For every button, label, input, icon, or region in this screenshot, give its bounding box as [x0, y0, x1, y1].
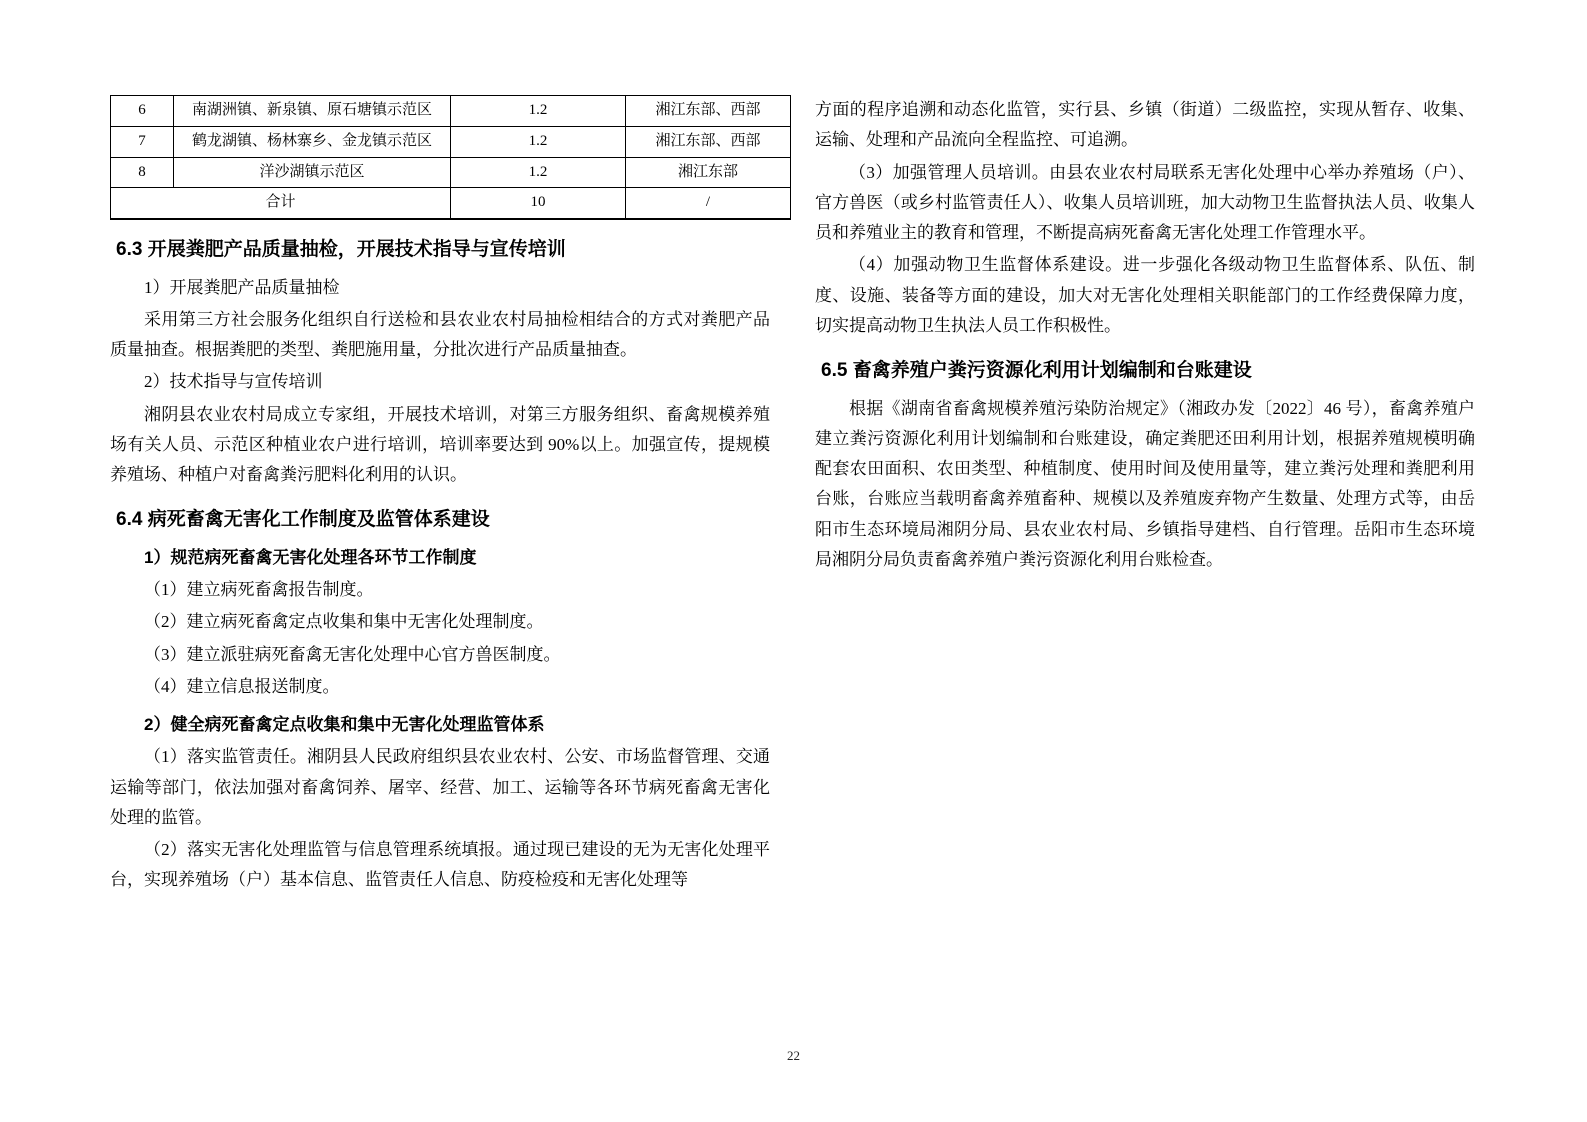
table-cell-num: 1.2 — [451, 157, 626, 188]
continued-paragraph: 方面的程序追溯和动态化监管，实行县、乡镇（街道）二级监控，实现从暂存、收集、运输、处理和产品流向全程监控、可追溯。 — [815, 100, 1475, 150]
table-cell-total-area: / — [626, 188, 791, 219]
subsection-2-paragraph-2: （2）落实无害化处理监管与信息管理系统填报。通过现已建设的无为无害化处理平台，实现养殖场（户）基本信息、监管责任人信息、防疫检疫和无害化处理等 — [110, 840, 770, 890]
table-row — [111, 157, 791, 188]
paragraph-6-5-body: 根据《湖南省畜禽规模养殖污染防治规定》（湘政办发〔2022〕46 号），畜禽养殖户建立粪污资源化利用计划编制和台账建设，确定粪肥还田利用计划，根据养殖规模明确配套农田面积、农田类型、种植制度、使用时间及使用量等，建立粪污处理和粪肥利用台账，台账应当载明畜禽养殖畜种、规模以及养殖废弃物产生数量、处理方式等，由岳阳市生态环境局湘阴分局、县农业农村局、乡镇指导建档、自行管理。岳阳市生态环境局湘阴分局负责畜禽养殖户粪污资源化利用台账检查。 — [815, 398, 1475, 569]
table-cell-area: 湘江东部、西部 — [626, 96, 791, 127]
item-2-body: 湘阴县农业农村局成立专家组，开展技术培训，对第三方服务组织、畜禽规模养殖场有关人员、示范区种植业农户进行培训，培训率要达到 90%以上。加强宣传，提规模养殖场、种植户对畜禽粪污肥料化利用的认识。 — [110, 404, 770, 484]
list-item: （3）建立派驻病死畜禽无害化处理中心官方兽医制度。 — [144, 644, 561, 664]
table-row-total — [111, 188, 791, 219]
item-1-body: 采用第三方社会服务化组织自行送检和县农业农村局抽检相结合的方式对粪肥产品质量抽查。根据粪肥的类型、粪肥施用量，分批次进行产品质量抽查。 — [110, 309, 770, 359]
table-cell-no: 7 — [111, 126, 174, 157]
demonstration-zone-table — [110, 95, 791, 220]
item-2-title: 2）技术指导与宣传培训 — [144, 372, 323, 392]
list-item: （2）建立病死畜禽定点收集和集中无害化处理制度。 — [144, 612, 544, 632]
list-item: （4）建立信息报送制度。 — [144, 676, 340, 696]
table-cell-name: 南湖洲镇、新泉镇、原石塘镇示范区 — [174, 96, 451, 127]
table-cell-area: 湘江东部、西部 — [626, 126, 791, 157]
table-cell-total-num: 10 — [451, 188, 626, 219]
table-cell-total-label: 合计 — [111, 188, 451, 219]
table-cell-name: 洋沙湖镇示范区 — [174, 157, 451, 188]
right-column — [815, 95, 1475, 577]
table-cell-no: 6 — [111, 96, 174, 127]
section-heading-6-4: 6.4 病死畜禽无害化工作制度及监管体系建设 — [116, 509, 490, 531]
page-number: 22 — [787, 1048, 800, 1063]
section-heading-6-3: 6.3 开展粪肥产品质量抽检，开展技术指导与宣传培训 — [116, 239, 566, 260]
table-cell-num: 1.2 — [451, 96, 626, 127]
table-row — [111, 126, 791, 157]
left-column — [110, 95, 770, 898]
list-item: （1）建立病死畜禽报告制度。 — [144, 580, 374, 599]
table-cell-num: 1.2 — [451, 126, 626, 157]
subsection-2-title: 2）健全病死畜禽定点收集和集中无害化处理监管体系 — [144, 715, 545, 734]
table-cell-name: 鹤龙湖镇、杨林寨乡、金龙镇示范区 — [174, 126, 451, 157]
table-cell-no: 8 — [111, 157, 174, 188]
table-row — [111, 96, 791, 127]
paragraph-4: （4）加强动物卫生监督体系建设。进一步强化各级动物卫生监督体系、队伍、制度、设施、装备等方面的建设，加大对无害化处理相关职能部门的工作经费保障力度，切实提高动物卫生执法人员工作积极性。 — [815, 255, 1475, 335]
subsection-2-paragraph-1: （1）落实监管责任。湘阴县人民政府组织县农业农村、公安、市场监督管理、交通运输等部门，依法加强对畜禽饲养、屠宰、经营、加工、运输等各环节病死畜禽无害化处理的监管。 — [110, 747, 770, 827]
item-1-title: 1）开展粪肥产品质量抽检 — [144, 277, 340, 297]
table-cell-area: 湘江东部 — [626, 157, 791, 188]
paragraph-3: （3）加强管理人员培训。由县农业农村局联系无害化处理中心举办养殖场（户）、官方兽医（或乡村监管责任人）、收集人员培训班，加大动物卫生监督执法人员、收集人员和养殖业主的教育和管理，不断提高病死畜禽无害化处理工作管理水平。 — [815, 162, 1475, 242]
subsection-1-title: 1）规范病死畜禽无害化处理各环节工作制度 — [144, 547, 477, 567]
section-heading-6-5: 6.5 畜禽养殖户粪污资源化利用计划编制和台账建设 — [821, 360, 1252, 381]
